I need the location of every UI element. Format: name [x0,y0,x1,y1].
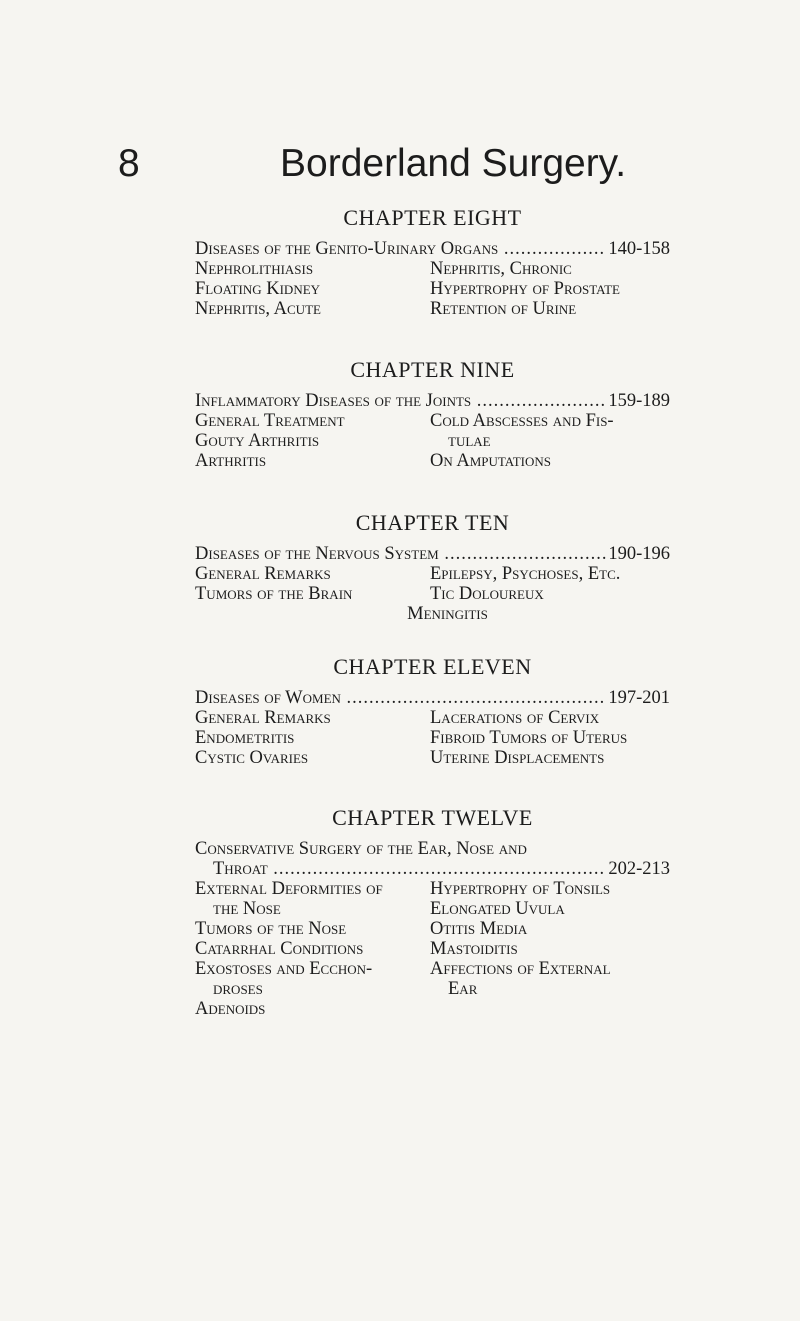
topic-item: Adenoids [195,999,266,1019]
chapter-main-entry: Throat ..... 202-213 [195,859,670,879]
topic-item: Meningitis [407,604,488,624]
topic-item: On Amputations [430,451,552,471]
chapter-title: CHAPTER TEN [355,510,510,535]
topic-item: Nephritis, Acute [195,299,321,319]
running-head [118,142,718,186]
topic-grid [195,411,670,471]
topic-item: Hypertrophy of Prostate [430,279,620,299]
chapter-title: CHAPTER NINE [350,357,515,382]
chapter-main-entry: Diseases of Women ..... 197-201 [195,688,670,708]
chapter-eight [195,205,670,319]
chapter-main-entry: Diseases of the Genito-Urinary Organs ..... 140-158 [195,239,670,259]
book-title: Borderland Surgery. [280,142,627,185]
topic-item: Epilepsy, Psychoses, Etc. [430,564,621,584]
topic-item: General Remarks [195,708,331,728]
topic-item: General Treatment [195,411,345,431]
topic-item: Arthritis [195,451,267,471]
topic-item: tulae [448,431,491,451]
topic-item: External Deformities of [195,879,383,899]
chapter-nine [195,357,670,471]
topic-item: Endometritis [195,728,295,748]
chapter-title: CHAPTER EIGHT [343,205,522,230]
page-range: 202-213 [608,859,670,879]
topic-item: Tumors of the Brain [195,584,353,604]
page-range: 190-196 [608,544,670,564]
topic-item: Affections of External [430,959,611,979]
chapter-twelve [195,805,670,1019]
page-range: 140-158 [608,239,670,259]
chapter-main-entry: Inflammatory Diseases of the Joints ..... 159-189 [195,391,670,411]
topic-item: Elongated Uvula [430,899,565,919]
chapter-title: CHAPTER TWELVE [332,805,533,830]
topic-item: droses [213,979,263,999]
topic-item: Uterine Displacements [430,748,605,768]
topic-item: Tumors of the Nose [195,919,347,939]
chapter-main-entry: Diseases of the Nervous System ..... 190-196 [195,544,670,564]
topic-item: Mastoiditis [430,939,518,959]
topic-item: the Nose [213,899,281,919]
topic-item: Nephritis, Chronic [430,259,572,279]
chapter-eleven [195,654,670,768]
topic-item: Cystic Ovaries [195,748,309,768]
page-range: 197-201 [608,688,670,708]
topic-item: Otitis Media [430,919,528,939]
topic-item: Nephrolithiasis [195,259,314,279]
topic-item: Cold Abscesses and Fis- [430,411,614,431]
topic-grid [195,564,670,604]
topic-item: Floating Kidney [195,279,321,299]
topic-item: Retention of Urine [430,299,577,319]
topic-item: Ear [448,979,478,999]
topic-item: Hypertrophy of Tonsils [430,879,611,899]
chapter-ten [195,510,670,624]
chapter-main-entry-first-line: Conservative Surgery of the Ear, Nose and [195,839,527,859]
topic-grid [195,708,670,768]
chapter-title: CHAPTER ELEVEN [333,654,532,679]
topic-grid [195,259,670,319]
topic-item: General Remarks [195,564,331,584]
topic-item: Tic Doloureux [430,584,544,604]
topic-item: Gouty Arthritis [195,431,320,451]
page-range: 159-189 [608,391,670,411]
topic-item: Fibroid Tumors of Uterus [430,728,628,748]
topic-item [430,999,670,1019]
topic-item: Lacerations of Cervix [430,708,600,728]
topic-grid [195,879,670,1019]
page-number: 8 [118,142,140,185]
topic-item: Catarrhal Conditions [195,939,364,959]
topic-item: Exostoses and Ecchon- [195,959,373,979]
